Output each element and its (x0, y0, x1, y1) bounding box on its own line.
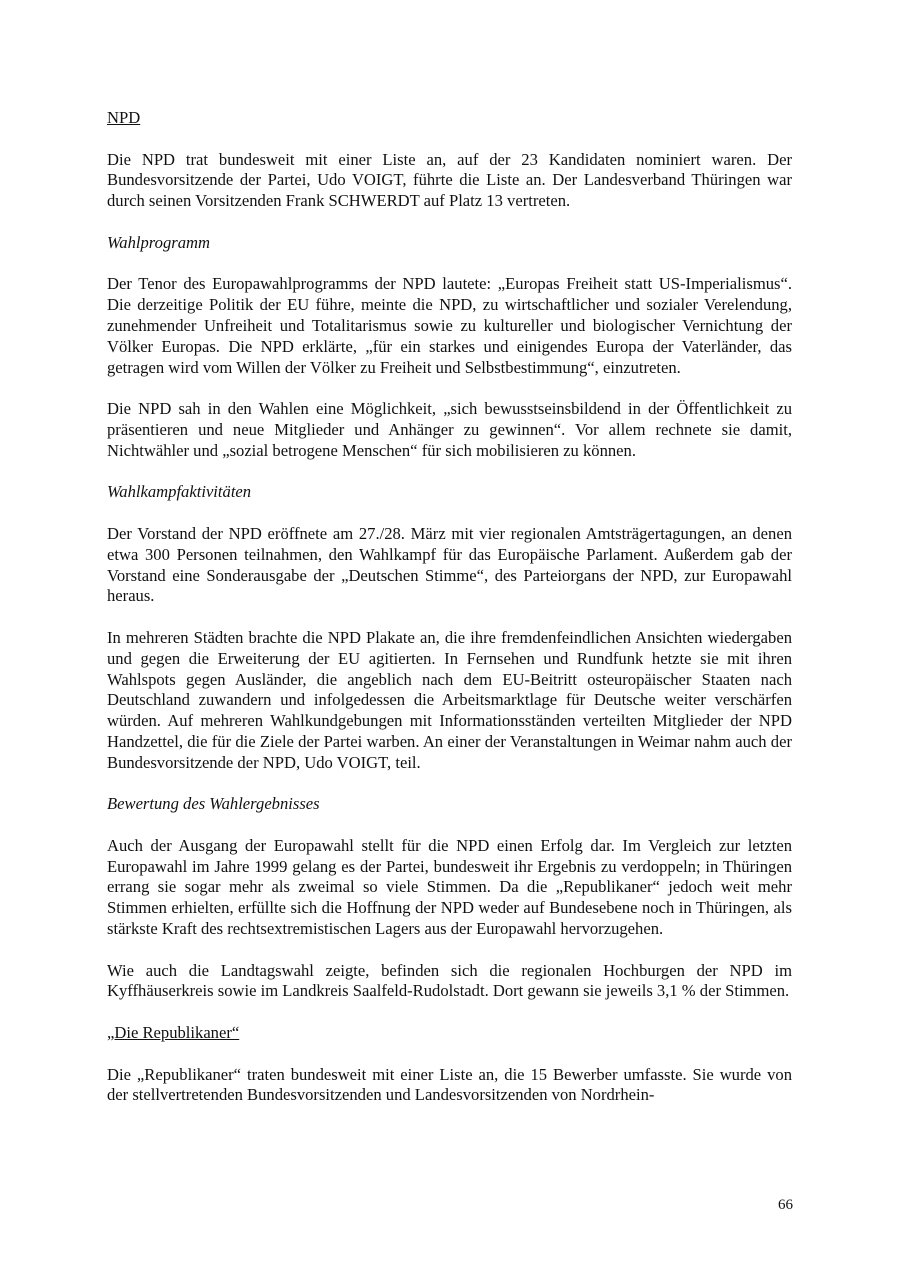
paragraph-wahlprogramm-tenor: Der Tenor des Europawahlprogramms der NPD lautete: „Europas Freiheit statt US-Imperialismus“. Die derzeitige Politik der EU führe, meinte die NPD, zu wirtschaftlicher und sozialer Verelendung, zunehmender Unfreiheit und Totalitarismus sowie zu kultureller und biologischer Vernichtung der Völker Europas. Die NPD erklärte, „für ein starkes und einigendes Europa der Vaterländer, das getragen wird vom Willen der Völker zu Freiheit und Selbstbestimmung“, einzutreten. (107, 274, 792, 377)
page-number: 66 (778, 1197, 793, 1213)
subheading-bewertung: Bewertung des Wahlergebnisses (107, 794, 320, 814)
section-heading-republikaner: „Die Republikaner“ (107, 1023, 240, 1043)
paragraph-bewertung-hochburgen: Wie auch die Landtagswahl zeigte, befinden sich die regionalen Hochburgen der NPD im Kyffhäuserkreis sowie im Landkreis Saalfeld-Rudolstadt. Dort gewann sie jeweils 3,1 % der Stimmen. (107, 960, 792, 1001)
paragraph-npd-list: Die NPD trat bundesweit mit einer Liste an, auf der 23 Kandidaten nominiert waren. Der Bundesvorsitzende der Partei, Udo VOIGT, führte die Liste an. Der Landesverband Thüringen war durch seinen Vorsitzenden Frank SCHWERDT auf Platz 13 vertreten. (107, 149, 792, 211)
paragraph-bewertung-ausgang: Auch der Ausgang der Europawahl stellt für die NPD einen Erfolg dar. Im Vergleich zur letzten Europawahl im Jahre 1999 gelang es der Partei, bundesweit ihr Ergebnis zu verdoppeln; in Thüringen errang sie sogar mehr als zweimal so viele Stimmen. Da die „Republikaner“ jedoch weit mehr Stimmen erhielten, erfüllte sich die Hoffnung der NPD weder auf Bundesebene noch in Thüringen, als stärkste Kraft des rechtsextremistischen Lagers aus der Europawahl hervorzugehen. (107, 835, 792, 939)
subheading-wahlkampfaktivitaeten: Wahlkampfaktivitäten (107, 482, 252, 502)
subheading-wahlprogramm: Wahlprogramm (107, 232, 210, 252)
page-content (107, 108, 792, 1127)
paragraph-wahlkampf-plakate: In mehreren Städten brachte die NPD Plakate an, die ihre fremdenfeindlichen Ansichten wiedergaben und gegen die Erweiterung der EU agitierten. In Fernsehen und Rundfunk hetzte sie mit ihren Wahlspots gegen Ausländer, die angeblich nach dem EU-Beitritt osteuropäischer Staaten nach Deutschland zuwandern und infolgedessen die Arbeitsmarktlage für Deutsche weiter verschärfen würden. Auf mehreren Wahlkundgebungen mit Informationsständen verteilten Mitglieder der NPD Handzettel, die für die Ziele der Partei warben. An einer der Veranstaltungen in Weimar nahm auch der Bundesvorsitzende der NPD, Udo VOIGT, teil. (107, 627, 792, 772)
paragraph-wahlkampf-vorstand: Der Vorstand der NPD eröffnete am 27./28. März mit vier regionalen Amtsträgertagungen, an denen etwa 300 Personen teilnahmen, den Wahlkampf für das Europäische Parlament. Außerdem gab der Vorstand eine Sonderausgabe der „Deutschen Stimme“, des Parteiorgans der NPD, zur Europawahl heraus. (107, 523, 792, 606)
section-heading-npd: NPD (107, 108, 141, 127)
paragraph-republikaner-liste: Die „Republikaner“ traten bundesweit mit einer Liste an, die 15 Bewerber umfasste. Sie wurde von der stellvertretenden Bundesvorsitzenden und Landesvorsitzenden von Nordrhein- (107, 1064, 792, 1105)
paragraph-wahlprogramm-moeglichkeit: Die NPD sah in den Wahlen eine Möglichkeit, „sich bewusstseinsbildend in der Öffentlichkeit zu präsentieren und neue Mitglieder und Anhänger zu gewinnen“. Vor allem rechnete sie damit, Nichtwähler und „sozial betrogene Menschen“ für sich mobilisieren zu können. (107, 399, 792, 460)
